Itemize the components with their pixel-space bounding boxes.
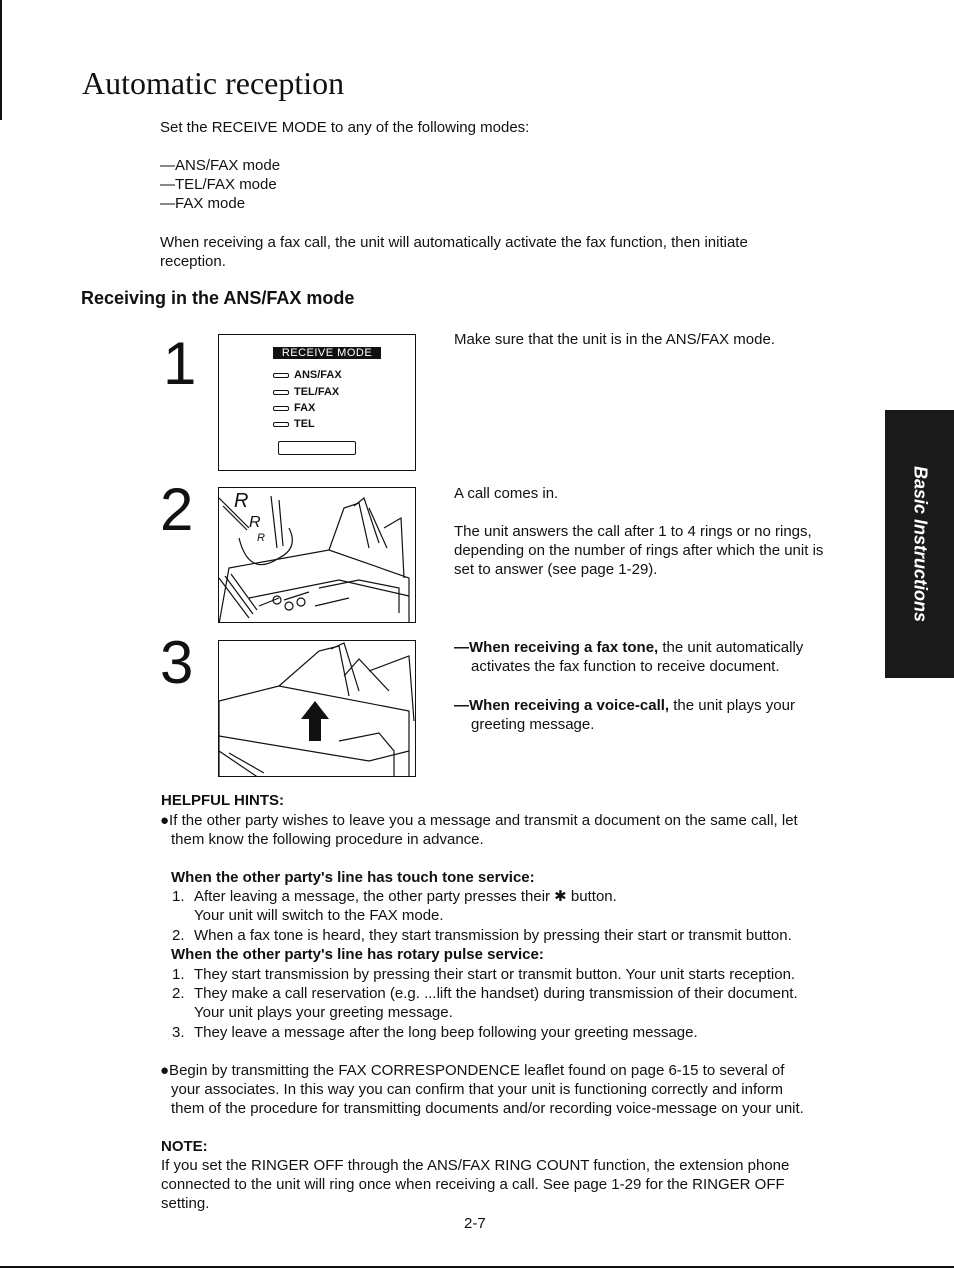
fax-machine-icon: [219, 641, 416, 777]
list-item: Your unit plays your greeting message.: [194, 1004, 453, 1021]
intro-text: Set the RECEIVE MODE to any of the following modes:: [160, 119, 530, 136]
list-number: 1.: [172, 888, 185, 905]
list-number: 3.: [172, 1024, 185, 1041]
display-mode-item: TEL: [273, 416, 315, 432]
lamp-icon: [273, 390, 289, 395]
list-number: 2.: [172, 927, 185, 944]
step-text-line: activates the fax function to receive document.: [471, 658, 780, 675]
page-title: Automatic reception: [82, 65, 345, 101]
note-line: connected to the unit will ring once when receiving a call. See page 1-29 for the RINGER OFF: [161, 1176, 785, 1193]
fax-ringing-illustration: [218, 487, 416, 623]
step-text-line: greeting message.: [471, 716, 595, 733]
step-text-line: depending on the number of rings after which the unit is: [454, 542, 824, 559]
note-line: If you set the RINGER OFF through the ANS/FAX RING COUNT function, the extension phone: [161, 1157, 790, 1174]
mode-list-item: —TEL/FAX mode: [160, 176, 277, 193]
list-number: 1.: [172, 966, 185, 983]
intro-paragraph-line: reception.: [160, 253, 226, 270]
left-page-edge: [0, 0, 2, 120]
step-text-line: The unit answers the call after 1 to 4 rings or no rings,: [454, 523, 812, 540]
step-text-line: set to answer (see page 1-29).: [454, 561, 658, 578]
step-number: 1: [163, 330, 197, 397]
hint-line: them of the procedure for transmitting documents and/or recording voice-message on your unit.: [171, 1100, 804, 1117]
list-item: After leaving a message, the other party presses their ✱ button.: [194, 888, 617, 905]
mode-list-item: —FAX mode: [160, 195, 246, 212]
list-item: They leave a message after the long beep following your greeting message.: [194, 1024, 698, 1041]
receive-mode-label: RECEIVE MODE: [273, 347, 381, 359]
list-number: 2.: [172, 985, 185, 1002]
hint-line: your associates. In this way you can confirm that your unit is functioning correctly and inform: [171, 1081, 783, 1098]
fax-receiving-illustration: [218, 640, 416, 777]
side-tab: [885, 410, 954, 678]
hint-line: ●If the other party wishes to leave you a message and transmit a document on the same call, let: [160, 812, 798, 829]
ring-letter: R: [257, 532, 265, 544]
display-mode-item: TEL/FAX: [273, 384, 339, 400]
hints-heading: HELPFUL HINTS:: [161, 792, 285, 809]
list-item: They start transmission by pressing their start or transmit button. Your unit starts reception.: [194, 966, 796, 983]
list-item: They make a call reservation (e.g. ...lift the handset) during transmission of their document.: [194, 985, 798, 1002]
step-number: 3: [160, 629, 194, 696]
fax-machine-icon: [219, 488, 416, 623]
display-mode-item: ANS/FAX: [273, 367, 342, 383]
lamp-icon: [273, 373, 289, 378]
rotary-pulse-heading: When the other party's line has rotary pulse service:: [171, 946, 544, 963]
step-text-line: —When receiving a voice-call, the unit plays your: [454, 697, 795, 714]
side-tab-label: Basic Instructions: [910, 465, 930, 623]
ring-letter: R: [249, 514, 261, 531]
note-heading: NOTE:: [161, 1138, 208, 1155]
step-text: Make sure that the unit is in the ANS/FAX mode.: [454, 331, 775, 348]
lamp-icon: [273, 422, 289, 427]
hint-line: ●Begin by transmitting the FAX CORRESPONDENCE leaflet found on page 6-15 to several of: [160, 1062, 785, 1079]
note-line: setting.: [161, 1195, 210, 1212]
intro-paragraph-line: When receiving a fax call, the unit will automatically activate the fax function, then initiate: [160, 234, 748, 251]
step-number: 2: [160, 476, 194, 543]
mode-list-item: —ANS/FAX mode: [160, 157, 281, 174]
step-text: A call comes in.: [454, 485, 559, 502]
step-text-line: —When receiving a fax tone, the unit automatically: [454, 639, 804, 656]
section-heading: Receiving in the ANS/FAX mode: [81, 288, 355, 308]
bottom-page-edge: [0, 1266, 954, 1268]
hint-line: them know the following procedure in advance.: [171, 831, 484, 848]
lamp-icon: [273, 406, 289, 411]
display-mode-item: FAX: [273, 400, 315, 416]
list-item: When a fax tone is heard, they start transmission by pressing their start or transmit button.: [194, 927, 792, 944]
touch-tone-heading: When the other party's line has touch tone service:: [171, 869, 535, 886]
mode-button-icon: [278, 441, 356, 455]
list-item: Your unit will switch to the FAX mode.: [194, 907, 444, 924]
page-number: 2-7: [464, 1215, 486, 1232]
ring-letter: R: [234, 490, 249, 512]
